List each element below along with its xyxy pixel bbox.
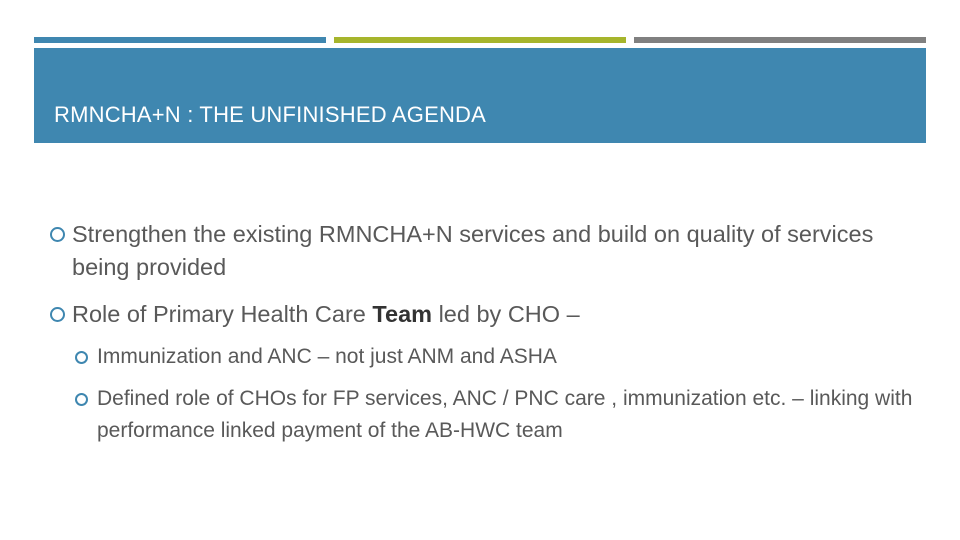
bullet-text-suffix: led by CHO – [432,301,580,327]
accent-bar-gray [634,37,926,43]
sub-bullet-item [73,383,928,447]
accent-bar-green [334,37,626,43]
bullet-item [48,218,928,284]
bullet-circle-icon [50,307,65,322]
title-band [34,48,926,143]
content-area [48,218,928,447]
sub-bullet-list [73,341,928,447]
bullet-text-bold: Team [372,301,433,327]
bullet-circle-icon [50,227,65,242]
accent-bar-blue [34,37,326,43]
bullet-text: Strengthen the existing RMNCHA+N services and build on quality of services being provided [72,221,874,280]
sub-bullet-text: Defined role of CHOs for FP services, ANC / PNC care , immunization etc. – linking with performance linked payment of the AB-HWC team [97,387,913,442]
sub-bullet-circle-icon [75,393,88,406]
sub-bullet-text: Immunization and ANC – not just ANM and ASHA [97,345,557,368]
slide-title: RMNCHA+N : THE UNFINISHED AGENDA [54,102,486,127]
bullet-text-prefix: Role of Primary Health Care [72,301,373,327]
sub-bullet-circle-icon [75,351,88,364]
sub-bullet-item [73,341,928,373]
bullet-item [48,298,928,331]
